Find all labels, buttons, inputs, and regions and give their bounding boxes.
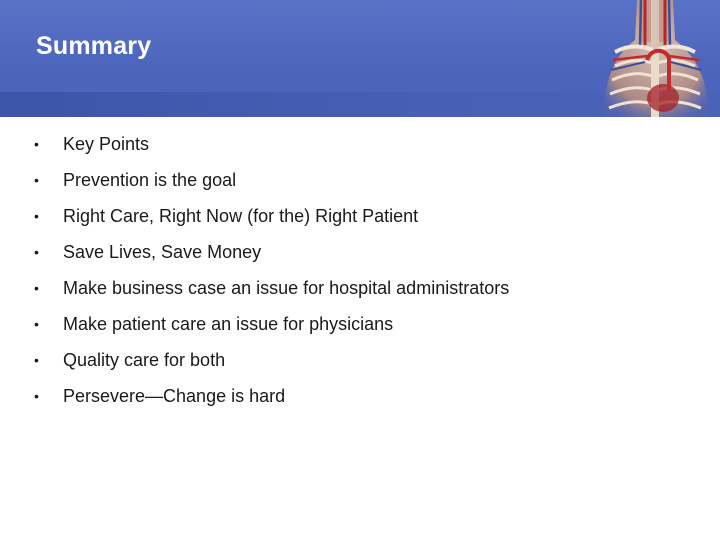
bullet-item [34, 348, 594, 372]
bullet-item [34, 312, 594, 336]
header-bar [0, 0, 720, 117]
bullet-item [34, 276, 594, 300]
anatomy-illustration [585, 0, 720, 117]
bullet-dot: • [34, 388, 39, 404]
bullet-text: Make business case an issue for hospital administrators [63, 278, 510, 298]
bullet-item [34, 384, 594, 408]
bullet-list [34, 132, 594, 420]
bullet-item [34, 240, 594, 264]
bullet-dot: • [34, 316, 39, 332]
bullet-item [34, 168, 594, 192]
slide-title: Summary [36, 32, 152, 60]
bullet-text: Quality care for both [63, 350, 226, 370]
bullet-text: Prevention is the goal [63, 170, 237, 190]
bullet-dot: • [34, 244, 39, 260]
bullet-dot: • [34, 172, 39, 188]
bullet-dot: • [34, 280, 39, 296]
bullet-text: Make patient care an issue for physicians [63, 314, 394, 334]
bullet-item [34, 132, 594, 156]
bullet-text: Save Lives, Save Money [63, 242, 262, 262]
bullet-item [34, 204, 594, 228]
bullet-text: Persevere—Change is hard [63, 386, 286, 406]
bullet-text: Key Points [63, 134, 150, 154]
bullet-text: Right Care, Right Now (for the) Right Patient [63, 206, 419, 226]
bullet-dot: • [34, 136, 39, 152]
bullet-dot: • [34, 352, 39, 368]
bullet-dot: • [34, 208, 39, 224]
